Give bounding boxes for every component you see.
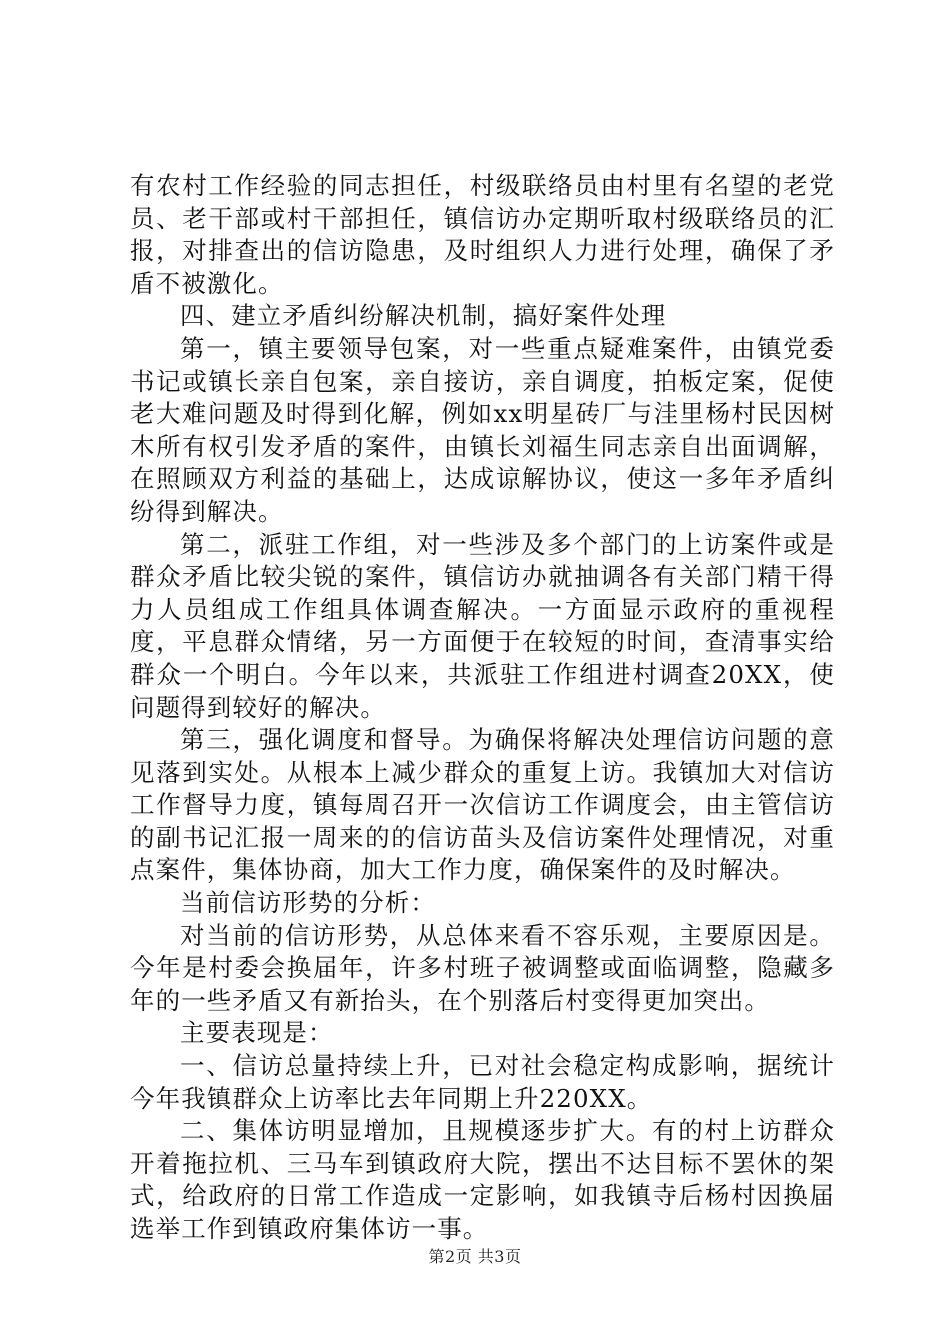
document-body [130, 170, 835, 1246]
paragraph-second-measure: 第二，派驻工作组，对一些涉及多个部门的上访案件或是群众矛盾比较尖锐的案件，镇信访办就抽调各有关部门精干得力人员组成工作组具体调查解决。一方面显示政府的重视程度，平息群众情绪，另一方面便于在较短的时间，查清事实给群众一个明白。今年以来，共派驻工作组进村调查20XX，使问题得到较好的解决。 [130, 529, 835, 722]
paragraph-analysis: 对当前的信访形势，从总体来看不容乐观，主要原因是。今年是村委会换届年，许多村班子被调整或面临调整，隐藏多年的一些矛盾又有新抬头，在个别落后村变得更加突出。 [130, 920, 835, 1015]
section-heading-manifestations: 主要表现是： [180, 1018, 334, 1048]
paragraph-manifestation-two: 二、集体访明显增加，且规模逐步扩大。有的村上访群众开着拖拉机、三马车到镇政府大院，摆出不达目标不罢休的架式，给政府的日常工作造成一定影响，如我镇寺后杨村因换届选举工作到镇政府集体访一事。 [130, 1116, 835, 1243]
section-heading-four: 四、建立矛盾纠纷解决机制，搞好案件处理 [180, 301, 667, 331]
paragraph-third-measure: 第三，强化调度和督导。为确保将解决处理信访问题的意见落到实处。从根本上减少群众的重复上访。我镇加大对信访工作督导力度，镇每周召开一次信访工作调度会，由主管信访的副书记汇报一周来的的信访苗头及信访案件处理情况，对重点案件，集体协商，加大工作力度，确保案件的及时解决。 [130, 725, 835, 885]
section-heading-analysis: 当前信访形势的分析： [180, 888, 436, 918]
page-number-footer: 第2页 共3页 [428, 1247, 522, 1266]
paragraph-manifestation-one: 一、信访总量持续上升，已对社会稳定构成影响，据统计今年我镇群众上访率比去年同期上升220XX。 [130, 1051, 835, 1113]
paragraph-continuation: 有农村工作经验的同志担任，村级联络员由村里有名望的老党员、老干部或村干部担任，镇信访办定期听取村级联络员的汇报，对排查出的信访隐患，及时组织人力进行处理，确保了矛盾不被激化。 [130, 171, 835, 298]
paragraph-first-measure: 第一，镇主要领导包案，对一些重点疑难案件，由镇党委书记或镇长亲自包案，亲自接访，亲自调度，拍板定案，促使老大难问题及时得到化解，例如xx明星砖厂与洼里杨村民因树木所有权引发矛盾的案件，由镇长刘福生同志亲自出面调解，在照顾双方利益的基础上，达成谅解协议，使这一多年矛盾纠纷得到解决。 [130, 333, 835, 526]
